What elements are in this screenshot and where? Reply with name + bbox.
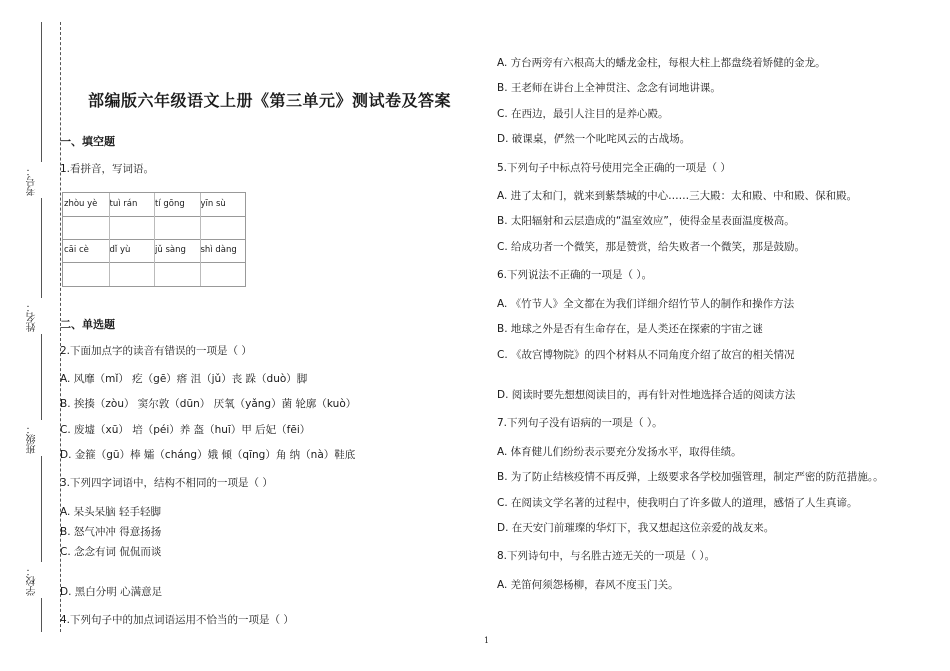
question-5-option-b: B. 太阳辐射和云层造成的“温室效应”，使得金星表面温度极高。 [497,215,795,227]
question-2-option-d: D. 金箍（gū）棒 孀（cháng）娥 倾（qīng）角 纳（nà）鞋底 [60,449,356,461]
class-label: 班级： [27,424,38,454]
page-number: 1 [484,636,490,645]
pinyin-cell: tuì rán [109,199,138,209]
question-5-stem: 5.下列句子中标点符号使用完全正确的一项是（ ） [497,162,731,174]
pinyin-table [62,192,246,287]
question-6-option-d: D. 阅读时要先想想阅读目的，再有针对性地选择合适的阅读方法 [497,389,796,401]
name-label: 姓名： [27,302,38,332]
section-heading-fill-blank: 一、填空题 [60,135,115,148]
table-rule [109,193,110,286]
question-7-option-d: D. 在天安门前璀璨的华灯下，我又想起这位亲爱的战友来。 [497,522,775,534]
pinyin-cell: tí gōng [155,199,185,209]
question-2-stem: 2.下面加点字的读音有错误的一项是（ ） [60,345,252,357]
pinyin-cell: cāi cè [64,245,89,255]
question-4-option-a: A. 方台两旁有六根高大的蟠龙金柱，每根大柱上都盘绕着矫健的金龙。 [497,57,826,69]
question-1-stem: 1.看拼音，写词语。 [60,163,155,175]
question-3-option-a: A. 呆头呆脑 轻手轻脚 [60,506,162,518]
section-heading-single-choice: 二、单选题 [60,318,115,331]
pinyin-cell: yīn sù [200,199,226,209]
question-4-stem: 4.下列句子中的加点词语运用不恰当的一项是（ ） [60,614,294,626]
question-7-option-a: A. 体育健儿们纷纷表示要充分发扬水平，取得佳绩。 [497,446,742,458]
margin-rule [41,598,42,632]
binding-margin [0,0,60,671]
table-rule [154,193,155,286]
question-3-option-c: C. 念念有词 侃侃而谈 [60,546,162,558]
question-5-option-a: A. 进了太和门，就来到紫禁城的中心……三大殿：太和殿、中和殿、保和殿。 [497,190,858,202]
question-6-option-b: B. 地球之外是否有生命存在，是人类还在探索的宇宙之谜 [497,323,763,335]
question-2-option-a: A. 风靡（mǐ） 疙（gē）瘩 沮（jǔ）丧 跺（duò）脚 [60,373,308,385]
question-3-option-d: D. 黑白分明 心满意足 [60,586,163,598]
margin-rule [41,456,42,562]
question-8-stem: 8.下列诗句中，与名胜古迹无关的一项是（ ）。 [497,550,716,562]
question-3-option-b: B. 怒气冲冲 得意扬扬 [60,526,162,538]
margin-rule [41,22,42,162]
question-6-option-a: A. 《竹节人》全文都在为我们详细介绍竹节人的制作和操作方法 [497,298,795,310]
question-8-option-a: A. 羌笛何须怨杨柳，春风不度玉门关。 [497,579,679,591]
exam-number-label: 考号： [27,166,38,196]
question-4-option-b: B. 王老师在讲台上全神贯注、念念有词地讲课。 [497,82,721,94]
question-7-stem: 7.下列句子没有语病的一项是（ ）。 [497,417,663,429]
question-6-stem: 6.下列说法不正确的一项是（ ）。 [497,269,653,281]
pinyin-cell: zhòu yè [64,199,98,209]
document-title: 部编版六年级语文上册《第三单元》测试卷及答案 [88,91,452,110]
question-3-stem: 3.下列四字词语中，结构不相同的一项是（ ） [60,477,273,489]
question-2-option-c: C. 废墟（xū） 培（péi）养 盔（huī）甲 后妃（fēi） [60,424,311,436]
school-label: 学校： [27,566,38,596]
table-rule [200,193,201,286]
question-6-option-c: C. 《故宫博物院》的四个材料从不同角度介绍了故宫的相关情况 [497,349,795,361]
question-2-option-b: B. 挨揍（zòu） 窦尔敦（dūn） 厌氧（yǎng）菌 轮廓（kuò） [60,398,357,410]
question-4-option-c: C. 在西边，最引人注目的是养心殿。 [497,108,669,120]
pinyin-cell: jǔ sàng [155,245,186,255]
pinyin-cell: shì dàng [200,245,237,255]
question-4-option-d: D. 破课桌，俨然一个叱咤风云的古战场。 [497,133,691,145]
question-7-option-b: B. 为了防止结核疫情不再反弹，上级要求各学校加强管理，制定严密的防范措施。。 [497,471,884,483]
margin-rule [41,334,42,420]
margin-rule [41,198,42,298]
question-7-option-c: C. 在阅读文学名著的过程中，使我明白了许多做人的道理，感悟了人生真谛。 [497,497,858,509]
pinyin-cell: dǐ yù [109,245,131,255]
question-5-option-c: C. 给成功者一个微笑，那是赞赏，给失败者一个微笑，那是鼓励。 [497,241,806,253]
